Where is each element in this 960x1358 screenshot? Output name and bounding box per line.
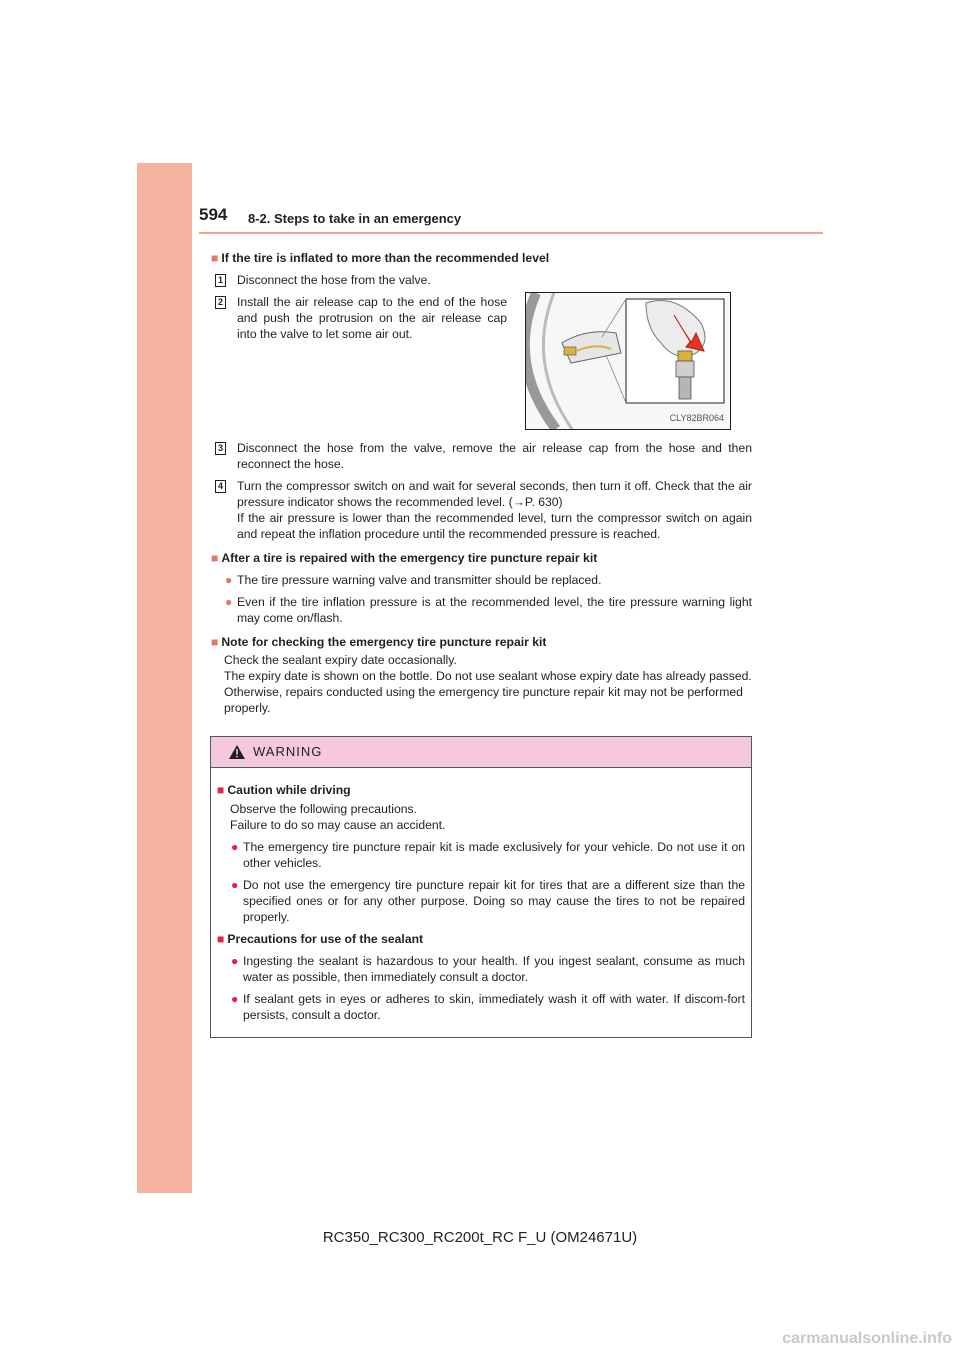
page-number: 594 [199, 205, 228, 224]
step-2 [211, 294, 507, 342]
section-heading-overinflated: ■ If the tire is inflated to more than the recommended level [211, 251, 550, 265]
step-number: 1 [215, 274, 226, 287]
warning-triangle-icon [229, 745, 245, 759]
step-3 [211, 440, 752, 472]
list-item: ● Ingesting the sealant is hazardous to your health. If you ingest sealant, consume as much water as possible, then immediately consult a doctor. [231, 954, 745, 984]
list-item: ● The emergency tire puncture repair kit is made exclusively for your vehicle. Do not use it on other vehicles. [231, 840, 745, 870]
watermark: carmanualsonline.info [782, 1330, 952, 1347]
square-bullet-icon: ■ [217, 783, 225, 797]
air-release-illustration [525, 292, 731, 430]
paragraph: The expiry date is shown on the bottle. Do not use sealant whose expiry date has already passed. Otherwise, repairs conducted using the emergency tire puncture repair kit may not be performed properly. [224, 669, 752, 715]
section-heading-kit-check: ■ Note for checking the emergency tire puncture repair kit [211, 635, 547, 649]
list-item: ● Even if the tire inflation pressure is at the recommended level, the tire pressure warning light may come on/flash. [225, 595, 752, 625]
step-number: 3 [215, 442, 226, 455]
step-text: Install the air release cap to the end of the hose and push the protrusion on the air release cap into the valve to let some air out. [237, 295, 507, 341]
main-content [211, 244, 752, 716]
section-heading-after-repair: ■ After a tire is repaired with the emergency tire puncture repair kit [211, 551, 598, 565]
dot-bullet-icon: ● [231, 878, 239, 892]
side-band [137, 163, 192, 1193]
dot-bullet-icon: ● [225, 595, 233, 609]
step-text-continued: If the air pressure is lower than the recommended level, turn the compressor switch on again and repeat the inflation procedure until the recommended pressure is reached. [237, 511, 752, 541]
list-item: ● Do not use the emergency tire puncture repair kit for tires that are a different size than the specified ones or for any other purpose. Doing so may cause the tires to not be repaired properly. [231, 878, 745, 924]
list-item: ● The tire pressure warning valve and transmitter should be replaced. [225, 573, 602, 587]
square-bullet-icon: ■ [211, 635, 219, 649]
paragraph: Check the sealant expiry date occasionally. [224, 653, 457, 667]
footer-model-code: RC350_RC300_RC200t_RC F_U (OM24671U) [322, 1229, 638, 1246]
step-number: 2 [215, 296, 226, 309]
warning-heading-caution: ■ Caution while driving [217, 783, 351, 797]
valve-illustration-drawing [526, 293, 730, 429]
step-1 [211, 272, 752, 288]
square-bullet-icon: ■ [211, 551, 219, 565]
step-4 [211, 478, 752, 542]
header-rule [199, 232, 823, 234]
image-code: CLY82BR064 [669, 413, 724, 423]
warning-title: WARNING [253, 744, 323, 759]
step-text: Disconnect the hose from the valve. [237, 273, 431, 287]
paragraph: Observe the following precautions. [230, 802, 417, 816]
square-bullet-icon: ■ [217, 932, 225, 946]
dot-bullet-icon: ● [231, 840, 239, 854]
dot-bullet-icon: ● [231, 992, 239, 1006]
paragraph: Failure to do so may cause an accident. [230, 818, 446, 832]
dot-bullet-icon: ● [225, 573, 233, 587]
warning-header [211, 737, 751, 768]
warning-heading-sealant: ■ Precautions for use of the sealant [217, 932, 424, 946]
step-2-row [211, 288, 752, 430]
square-bullet-icon: ■ [211, 251, 219, 265]
step-number: 4 [215, 480, 226, 493]
section-title: 8-2. Steps to take in an emergency [248, 211, 462, 226]
warning-box [210, 736, 752, 1038]
step-text: Disconnect the hose from the valve, remove the air release cap from the hose and then reconnect the hose. [237, 441, 752, 471]
list-item: ● If sealant gets in eyes or adheres to skin, immediately wash it off with water. If discom-fort persists, consult a doctor. [231, 992, 745, 1022]
dot-bullet-icon: ● [231, 954, 239, 968]
step-text: Turn the compressor switch on and wait for several seconds, then turn it off. Check that the air pressure indicator shows the recommended level. (→P. 630) [237, 479, 752, 509]
warning-body [211, 768, 751, 1023]
